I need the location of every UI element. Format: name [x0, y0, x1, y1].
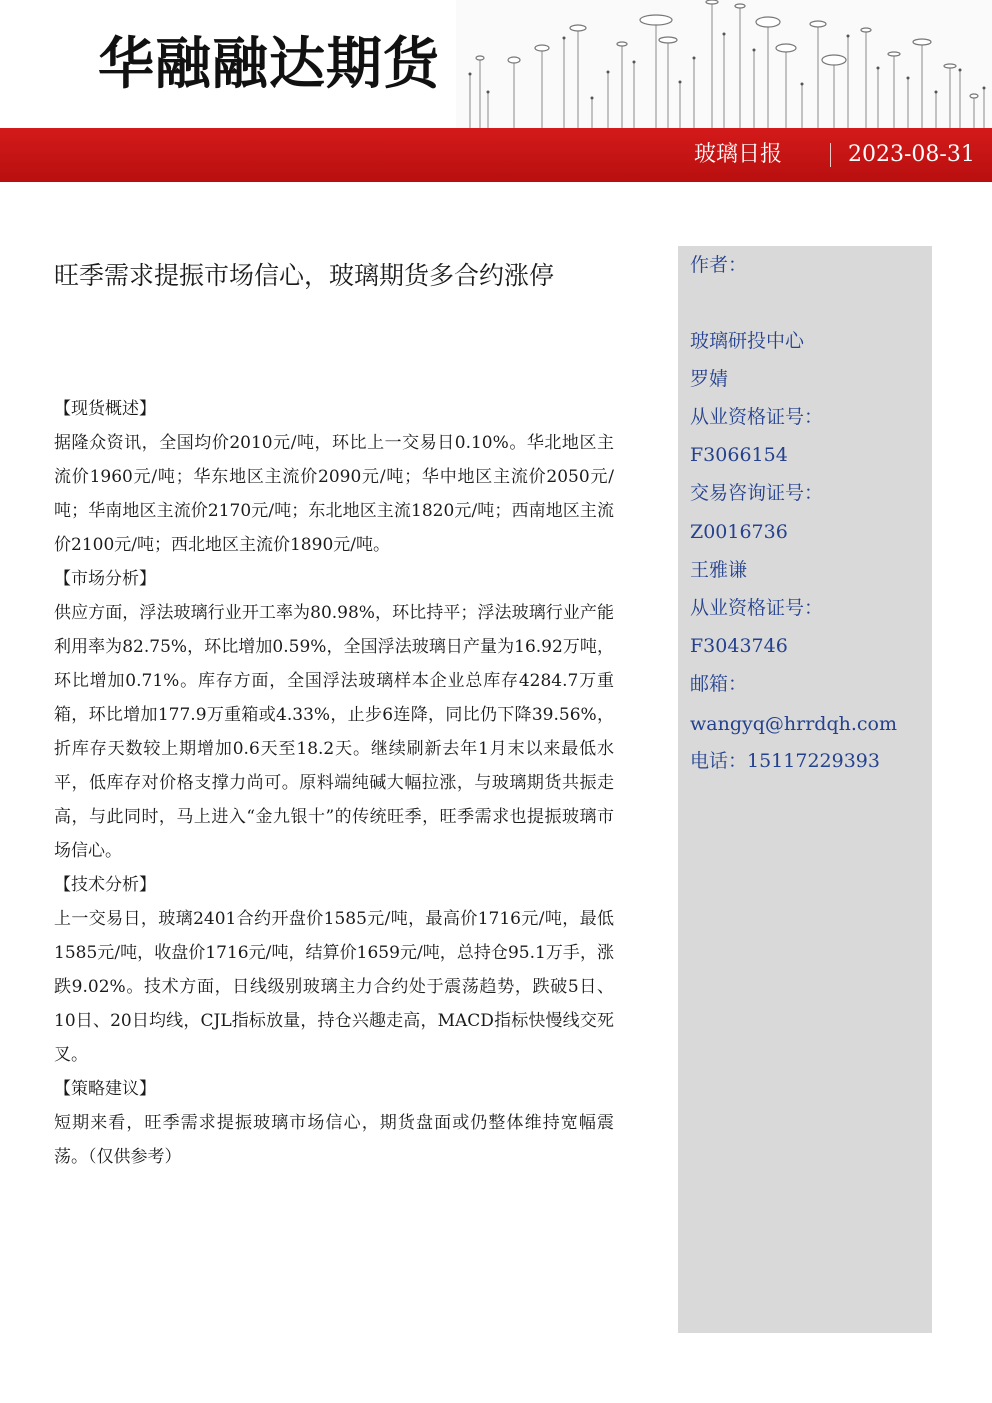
author-name-1: 罗婧	[690, 368, 729, 390]
header-red-bar	[0, 128, 992, 182]
section-body-spot: 据隆众资讯，全国均价2010元/吨，环比上一交易日0.10%。华北地区主流价1960元/吨；华东地区主流价2090元/吨；华中地区主流价2050元/吨；华南地区主流价2170元/吨；东北地区主流1820元/吨；西南地区主流价2100元/吨；西北地区主流价1890元/吨。	[54, 433, 614, 555]
qualification-number-1: F3066154	[690, 444, 788, 466]
phone-number: 电话：15117229393	[690, 750, 880, 772]
consult-number: Z0016736	[690, 521, 788, 543]
section-body-strategy: 短期来看，旺季需求提振玻璃市场信心，期货盘面或仍整体维持宽幅震荡。（仅供参考）	[54, 1113, 614, 1167]
section-body-technical: 上一交易日，玻璃2401合约开盘价1585元/吨，最高价1716元/吨，最低1585元/吨，收盘价1716元/吨，结算价1659元/吨，总持仓95.1万手，涨跌9.02%。技术方面，日线级别玻璃主力合约处于震荡趋势，跌破5日、10日、20日均线，CJL指标放量，持仓兴趣走高，MACD指标快慢线交死叉。	[54, 909, 614, 1065]
section-title-strategy: 【策略建议】	[54, 1079, 156, 1099]
report-type: 玻璃日报	[694, 142, 783, 167]
report-date: 2023-08-31	[848, 142, 975, 167]
author-sidebar	[678, 246, 932, 1333]
section-title-technical: 【技术分析】	[54, 875, 156, 895]
header-divider	[830, 143, 831, 167]
qualification-number-2: F3043746	[690, 635, 788, 657]
author-name-2: 王雅谦	[690, 559, 748, 581]
section-title-market: 【市场分析】	[54, 569, 156, 589]
section-body-market: 供应方面，浮法玻璃行业开工率为80.98%，环比持平；浮法玻璃行业产能利用率为82.75%，环比增加0.59%，全国浮法玻璃日产量为16.92万吨，环比增加0.71%。库存方面，全国浮法玻璃样本企业总库存4284.7万重箱，环比增加177.9万重箱或4.33%，止步6连降，同比仍下降39.56%，折库存天数较上期增加0.6天至18.2天。继续刷新去年1月末以来最低水平，低库存对价格支撑力尚可。原料端纯碱大幅拉涨，与玻璃期货共振走高，与此同时，马上进入“金九银十”的传统旺季，旺季需求也提振玻璃市场信心。	[54, 603, 614, 861]
header-decoration	[456, 0, 992, 128]
decorative-pins-graphic	[456, 0, 992, 128]
department: 玻璃研投中心	[690, 330, 805, 352]
author-label: 作者：	[690, 254, 748, 276]
email-label: 邮箱：	[690, 673, 748, 695]
section-title-spot: 【现货概述】	[54, 399, 156, 419]
qualification-label-2: 从业资格证号：	[690, 597, 824, 619]
report-body	[54, 392, 614, 1174]
brand-logo-text: 华融融达期货	[98, 32, 440, 97]
qualification-label-1: 从业资格证号：	[690, 406, 824, 428]
consult-label: 交易咨询证号：	[690, 482, 824, 504]
headline: 旺季需求提振市场信心，玻璃期货多合约涨停	[54, 261, 555, 290]
email-link[interactable]: wangyq@hrrdqh.com	[690, 713, 897, 735]
